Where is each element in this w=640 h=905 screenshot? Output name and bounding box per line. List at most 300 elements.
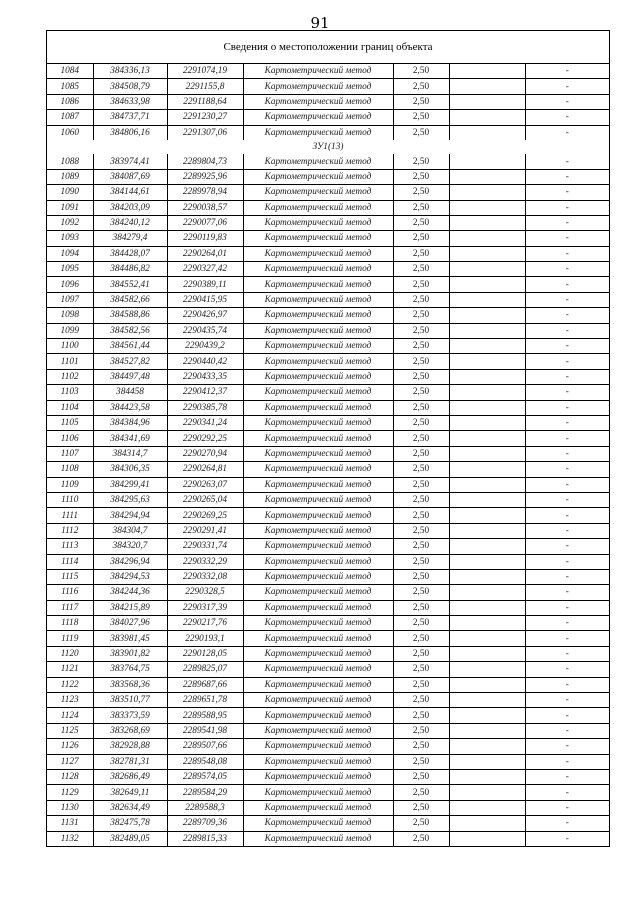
x-coordinate-cell: 384486,82: [93, 262, 167, 277]
method-cell: Картометрический метод: [243, 200, 393, 215]
y-coordinate-cell: 2289804,73: [167, 154, 243, 169]
table-row: [47, 492, 609, 507]
y-coordinate-cell: 2290119,83: [167, 231, 243, 246]
y-coordinate-cell: 2290291,41: [167, 523, 243, 538]
y-coordinate-cell: 2290439,2: [167, 339, 243, 354]
point-number-cell: 1132: [47, 831, 93, 846]
table-row: [47, 800, 609, 815]
table-row: [47, 110, 609, 125]
table-row: [47, 231, 609, 246]
table-row: [47, 739, 609, 754]
table-row: [47, 523, 609, 538]
x-coordinate-cell: 384552,41: [93, 277, 167, 292]
table-row: [47, 569, 609, 584]
description-cell: -: [525, 231, 609, 246]
table-row: [47, 723, 609, 738]
empty-cell: [449, 262, 525, 277]
table-row: [47, 154, 609, 169]
accuracy-cell: 2,50: [393, 415, 449, 430]
y-coordinate-cell: 2290426,97: [167, 308, 243, 323]
accuracy-cell: 2,50: [393, 215, 449, 230]
method-cell: Картометрический метод: [243, 385, 393, 400]
description-cell: -: [525, 154, 609, 169]
description-cell: -: [525, 831, 609, 846]
empty-cell: [449, 185, 525, 200]
point-number-cell: 1113: [47, 539, 93, 554]
x-coordinate-cell: 384215,89: [93, 600, 167, 615]
y-coordinate-cell: 2289541,98: [167, 723, 243, 738]
method-cell: Картометрический метод: [243, 79, 393, 94]
accuracy-cell: 2,50: [393, 523, 449, 538]
x-coordinate-cell: 382781,31: [93, 754, 167, 769]
method-cell: Картометрический метод: [243, 523, 393, 538]
description-cell: -: [525, 446, 609, 461]
method-cell: Картометрический метод: [243, 308, 393, 323]
y-coordinate-cell: 2290217,76: [167, 616, 243, 631]
description-cell: -: [525, 616, 609, 631]
y-coordinate-cell: 2290327,42: [167, 262, 243, 277]
x-coordinate-cell: 383568,36: [93, 677, 167, 692]
accuracy-cell: 2,50: [393, 385, 449, 400]
empty-cell: [449, 200, 525, 215]
point-number-cell: 1101: [47, 354, 93, 369]
method-cell: Картометрический метод: [243, 508, 393, 523]
method-cell: Картометрический метод: [243, 462, 393, 477]
table-row: [47, 369, 609, 384]
description-cell: -: [525, 693, 609, 708]
description-cell: -: [525, 79, 609, 94]
x-coordinate-cell: 384497,48: [93, 369, 167, 384]
y-coordinate-cell: 2290389,11: [167, 277, 243, 292]
table-row: [47, 693, 609, 708]
x-coordinate-cell: 384582,66: [93, 292, 167, 307]
point-number-cell: 1122: [47, 677, 93, 692]
description-cell: -: [525, 110, 609, 125]
x-coordinate-cell: 384320,7: [93, 539, 167, 554]
y-coordinate-cell: 2289574,05: [167, 769, 243, 784]
accuracy-cell: 2,50: [393, 539, 449, 554]
table-row: [47, 616, 609, 631]
accuracy-cell: 2,50: [393, 739, 449, 754]
x-coordinate-cell: 384384,96: [93, 415, 167, 430]
empty-cell: [449, 723, 525, 738]
table-row: [47, 431, 609, 446]
x-coordinate-cell: 383974,41: [93, 154, 167, 169]
x-coordinate-cell: 383510,77: [93, 693, 167, 708]
method-cell: Картометрический метод: [243, 769, 393, 784]
accuracy-cell: 2,50: [393, 200, 449, 215]
method-cell: Картометрический метод: [243, 800, 393, 815]
table-row: [47, 708, 609, 723]
point-number-cell: 1131: [47, 816, 93, 831]
empty-cell: [449, 816, 525, 831]
accuracy-cell: 2,50: [393, 616, 449, 631]
x-coordinate-cell: 384306,35: [93, 462, 167, 477]
y-coordinate-cell: 2290038,57: [167, 200, 243, 215]
description-cell: -: [525, 400, 609, 415]
method-cell: Картометрический метод: [243, 185, 393, 200]
x-coordinate-cell: 382928,88: [93, 739, 167, 754]
accuracy-cell: 2,50: [393, 246, 449, 261]
method-cell: Картометрический метод: [243, 125, 393, 140]
empty-cell: [449, 769, 525, 784]
x-coordinate-cell: 383373,59: [93, 708, 167, 723]
point-number-cell: 1121: [47, 662, 93, 677]
accuracy-cell: 2,50: [393, 785, 449, 800]
accuracy-cell: 2,50: [393, 94, 449, 109]
point-number-cell: 1105: [47, 415, 93, 430]
empty-cell: [449, 64, 525, 79]
empty-cell: [449, 231, 525, 246]
y-coordinate-cell: 2290440,42: [167, 354, 243, 369]
page-number: 91: [310, 14, 330, 32]
accuracy-cell: 2,50: [393, 800, 449, 815]
x-coordinate-cell: 384336,13: [93, 64, 167, 79]
description-cell: -: [525, 415, 609, 430]
empty-cell: [449, 677, 525, 692]
y-coordinate-cell: 2290264,81: [167, 462, 243, 477]
method-cell: Картометрический метод: [243, 446, 393, 461]
x-coordinate-cell: 383764,75: [93, 662, 167, 677]
y-coordinate-cell: 2290265,04: [167, 492, 243, 507]
point-number-cell: 1084: [47, 64, 93, 79]
description-cell: -: [525, 523, 609, 538]
x-coordinate-cell: 384203,09: [93, 200, 167, 215]
accuracy-cell: 2,50: [393, 308, 449, 323]
description-cell: -: [525, 323, 609, 338]
point-number-cell: 1092: [47, 215, 93, 230]
description-cell: -: [525, 385, 609, 400]
x-coordinate-cell: 384527,82: [93, 354, 167, 369]
point-number-cell: 1124: [47, 708, 93, 723]
accuracy-cell: 2,50: [393, 693, 449, 708]
y-coordinate-cell: 2289825,07: [167, 662, 243, 677]
x-coordinate-cell: 384296,94: [93, 554, 167, 569]
accuracy-cell: 2,50: [393, 154, 449, 169]
x-coordinate-cell: 384144,61: [93, 185, 167, 200]
point-number-cell: 1100: [47, 339, 93, 354]
point-number-cell: 1098: [47, 308, 93, 323]
method-cell: Картометрический метод: [243, 110, 393, 125]
description-cell: -: [525, 292, 609, 307]
table-row: [47, 477, 609, 492]
y-coordinate-cell: 2289584,29: [167, 785, 243, 800]
method-cell: Картометрический метод: [243, 64, 393, 79]
y-coordinate-cell: 2290263,07: [167, 477, 243, 492]
empty-cell: [449, 631, 525, 646]
x-coordinate-cell: 384027,96: [93, 616, 167, 631]
description-cell: -: [525, 554, 609, 569]
table-row: [47, 385, 609, 400]
empty-cell: [449, 739, 525, 754]
y-coordinate-cell: 2290435,74: [167, 323, 243, 338]
empty-cell: [449, 354, 525, 369]
sheet-title: Сведения о местоположении границ объекта: [47, 31, 609, 64]
description-cell: -: [525, 646, 609, 661]
method-cell: Картометрический метод: [243, 754, 393, 769]
description-cell: -: [525, 739, 609, 754]
description-cell: -: [525, 125, 609, 140]
x-coordinate-cell: 384582,56: [93, 323, 167, 338]
x-coordinate-cell: 384279,4: [93, 231, 167, 246]
accuracy-cell: 2,50: [393, 277, 449, 292]
accuracy-cell: 2,50: [393, 79, 449, 94]
x-coordinate-cell: 384244,36: [93, 585, 167, 600]
x-coordinate-cell: 382475,78: [93, 816, 167, 831]
y-coordinate-cell: 2290269,25: [167, 508, 243, 523]
description-cell: -: [525, 169, 609, 184]
point-number-cell: 1114: [47, 554, 93, 569]
description-cell: -: [525, 769, 609, 784]
table-row: [47, 662, 609, 677]
accuracy-cell: 2,50: [393, 446, 449, 461]
description-cell: -: [525, 600, 609, 615]
empty-cell: [449, 554, 525, 569]
description-cell: -: [525, 64, 609, 79]
table-row: [47, 631, 609, 646]
point-number-cell: 1091: [47, 200, 93, 215]
empty-cell: [449, 523, 525, 538]
point-number-cell: 1089: [47, 169, 93, 184]
table-row: [47, 446, 609, 461]
accuracy-cell: 2,50: [393, 816, 449, 831]
method-cell: Картометрический метод: [243, 415, 393, 430]
y-coordinate-cell: 2290264,01: [167, 246, 243, 261]
empty-cell: [449, 323, 525, 338]
y-coordinate-cell: 2289815,33: [167, 831, 243, 846]
table-row: [47, 277, 609, 292]
point-number-cell: 1109: [47, 477, 93, 492]
accuracy-cell: 2,50: [393, 354, 449, 369]
x-coordinate-cell: 382489,05: [93, 831, 167, 846]
table-row: [47, 200, 609, 215]
method-cell: Картометрический метод: [243, 662, 393, 677]
x-coordinate-cell: 384294,94: [93, 508, 167, 523]
point-number-cell: 1088: [47, 154, 93, 169]
table-row: [47, 508, 609, 523]
table-row: [47, 262, 609, 277]
table-row: [47, 64, 609, 79]
x-coordinate-cell: 383268,69: [93, 723, 167, 738]
empty-cell: [449, 369, 525, 384]
accuracy-cell: 2,50: [393, 600, 449, 615]
method-cell: Картометрический метод: [243, 693, 393, 708]
description-cell: -: [525, 277, 609, 292]
point-number-cell: 1104: [47, 400, 93, 415]
empty-cell: [449, 477, 525, 492]
method-cell: Картометрический метод: [243, 600, 393, 615]
method-cell: Картометрический метод: [243, 554, 393, 569]
accuracy-cell: 2,50: [393, 323, 449, 338]
method-cell: Картометрический метод: [243, 569, 393, 584]
point-number-cell: 1094: [47, 246, 93, 261]
point-number-cell: 1093: [47, 231, 93, 246]
table-row: [47, 600, 609, 615]
method-cell: Картометрический метод: [243, 816, 393, 831]
description-cell: -: [525, 723, 609, 738]
table-row: [47, 585, 609, 600]
accuracy-cell: 2,50: [393, 569, 449, 584]
x-coordinate-cell: 384737,71: [93, 110, 167, 125]
x-coordinate-cell: 382634,49: [93, 800, 167, 815]
x-coordinate-cell: 384295,63: [93, 492, 167, 507]
table-row: [47, 831, 609, 846]
y-coordinate-cell: 2289588,95: [167, 708, 243, 723]
x-coordinate-cell: 383981,45: [93, 631, 167, 646]
table-row: [47, 554, 609, 569]
x-coordinate-cell: 382686,49: [93, 769, 167, 784]
description-cell: -: [525, 816, 609, 831]
accuracy-cell: 2,50: [393, 708, 449, 723]
coordinates-sheet: [46, 30, 610, 847]
y-coordinate-cell: 2290317,39: [167, 600, 243, 615]
description-cell: -: [525, 462, 609, 477]
description-cell: -: [525, 431, 609, 446]
method-cell: Картометрический метод: [243, 723, 393, 738]
description-cell: -: [525, 185, 609, 200]
method-cell: Картометрический метод: [243, 585, 393, 600]
x-coordinate-cell: 384588,86: [93, 308, 167, 323]
table-row: [47, 785, 609, 800]
method-cell: Картометрический метод: [243, 277, 393, 292]
x-coordinate-cell: 384423,58: [93, 400, 167, 415]
y-coordinate-cell: 2289507,66: [167, 739, 243, 754]
point-number-cell: 1060: [47, 125, 93, 140]
method-cell: Картометрический метод: [243, 477, 393, 492]
accuracy-cell: 2,50: [393, 431, 449, 446]
description-cell: -: [525, 508, 609, 523]
table-row: [47, 754, 609, 769]
table-row: [47, 292, 609, 307]
empty-cell: [449, 616, 525, 631]
method-cell: Картометрический метод: [243, 354, 393, 369]
accuracy-cell: 2,50: [393, 400, 449, 415]
table-row: [47, 354, 609, 369]
x-coordinate-cell: 384428,07: [93, 246, 167, 261]
point-number-cell: 1085: [47, 79, 93, 94]
table-row: [47, 185, 609, 200]
point-number-cell: 1096: [47, 277, 93, 292]
table-row: [47, 169, 609, 184]
y-coordinate-cell: 2289978,94: [167, 185, 243, 200]
empty-cell: [449, 831, 525, 846]
table-row: [47, 79, 609, 94]
point-number-cell: 1090: [47, 185, 93, 200]
table-body-after: [47, 154, 609, 846]
x-coordinate-cell: 384294,53: [93, 569, 167, 584]
accuracy-cell: 2,50: [393, 831, 449, 846]
x-coordinate-cell: 384561,44: [93, 339, 167, 354]
accuracy-cell: 2,50: [393, 369, 449, 384]
method-cell: Картометрический метод: [243, 400, 393, 415]
table-body-before: [47, 64, 609, 140]
table-row: [47, 769, 609, 784]
x-coordinate-cell: 384240,12: [93, 215, 167, 230]
y-coordinate-cell: 2290412,37: [167, 385, 243, 400]
point-number-cell: 1123: [47, 693, 93, 708]
accuracy-cell: 2,50: [393, 492, 449, 507]
accuracy-cell: 2,50: [393, 508, 449, 523]
x-coordinate-cell: 384508,79: [93, 79, 167, 94]
description-cell: -: [525, 369, 609, 384]
point-number-cell: 1118: [47, 616, 93, 631]
y-coordinate-cell: 2290270,94: [167, 446, 243, 461]
description-cell: -: [525, 246, 609, 261]
y-coordinate-cell: 2290128,05: [167, 646, 243, 661]
y-coordinate-cell: 2289925,96: [167, 169, 243, 184]
accuracy-cell: 2,50: [393, 477, 449, 492]
x-coordinate-cell: 383901,82: [93, 646, 167, 661]
accuracy-cell: 2,50: [393, 64, 449, 79]
empty-cell: [449, 585, 525, 600]
table-row: [47, 415, 609, 430]
y-coordinate-cell: 2291074,19: [167, 64, 243, 79]
y-coordinate-cell: 2289548,08: [167, 754, 243, 769]
description-cell: -: [525, 800, 609, 815]
method-cell: Картометрический метод: [243, 677, 393, 692]
method-cell: Картометрический метод: [243, 616, 393, 631]
accuracy-cell: 2,50: [393, 125, 449, 140]
point-number-cell: 1112: [47, 523, 93, 538]
y-coordinate-cell: 2289709,36: [167, 816, 243, 831]
y-coordinate-cell: 2290193,1: [167, 631, 243, 646]
description-cell: -: [525, 662, 609, 677]
point-number-cell: 1110: [47, 492, 93, 507]
method-cell: Картометрический метод: [243, 94, 393, 109]
table-row: [47, 677, 609, 692]
point-number-cell: 1116: [47, 585, 93, 600]
accuracy-cell: 2,50: [393, 631, 449, 646]
empty-cell: [449, 94, 525, 109]
empty-cell: [449, 277, 525, 292]
empty-cell: [449, 110, 525, 125]
method-cell: Картометрический метод: [243, 262, 393, 277]
y-coordinate-cell: 2289588,3: [167, 800, 243, 815]
point-number-cell: 1095: [47, 262, 93, 277]
accuracy-cell: 2,50: [393, 185, 449, 200]
point-number-cell: 1099: [47, 323, 93, 338]
point-number-cell: 1102: [47, 369, 93, 384]
description-cell: -: [525, 262, 609, 277]
method-cell: Картометрический метод: [243, 246, 393, 261]
accuracy-cell: 2,50: [393, 339, 449, 354]
point-number-cell: 1106: [47, 431, 93, 446]
y-coordinate-cell: 2290328,5: [167, 585, 243, 600]
method-cell: Картометрический метод: [243, 292, 393, 307]
description-cell: -: [525, 677, 609, 692]
x-coordinate-cell: 384806,16: [93, 125, 167, 140]
point-number-cell: 1107: [47, 446, 93, 461]
x-coordinate-cell: 384341,69: [93, 431, 167, 446]
method-cell: Картометрический метод: [243, 492, 393, 507]
section-row: [47, 140, 609, 154]
empty-cell: [449, 446, 525, 461]
accuracy-cell: 2,50: [393, 292, 449, 307]
table-row: [47, 308, 609, 323]
table-row: [47, 816, 609, 831]
empty-cell: [449, 785, 525, 800]
x-coordinate-cell: 384087,69: [93, 169, 167, 184]
description-cell: -: [525, 569, 609, 584]
empty-cell: [449, 292, 525, 307]
accuracy-cell: 2,50: [393, 262, 449, 277]
section-body: [47, 140, 609, 154]
x-coordinate-cell: 384304,7: [93, 523, 167, 538]
empty-cell: [449, 400, 525, 415]
method-cell: Картометрический метод: [243, 431, 393, 446]
empty-cell: [449, 308, 525, 323]
x-coordinate-cell: 382649,11: [93, 785, 167, 800]
